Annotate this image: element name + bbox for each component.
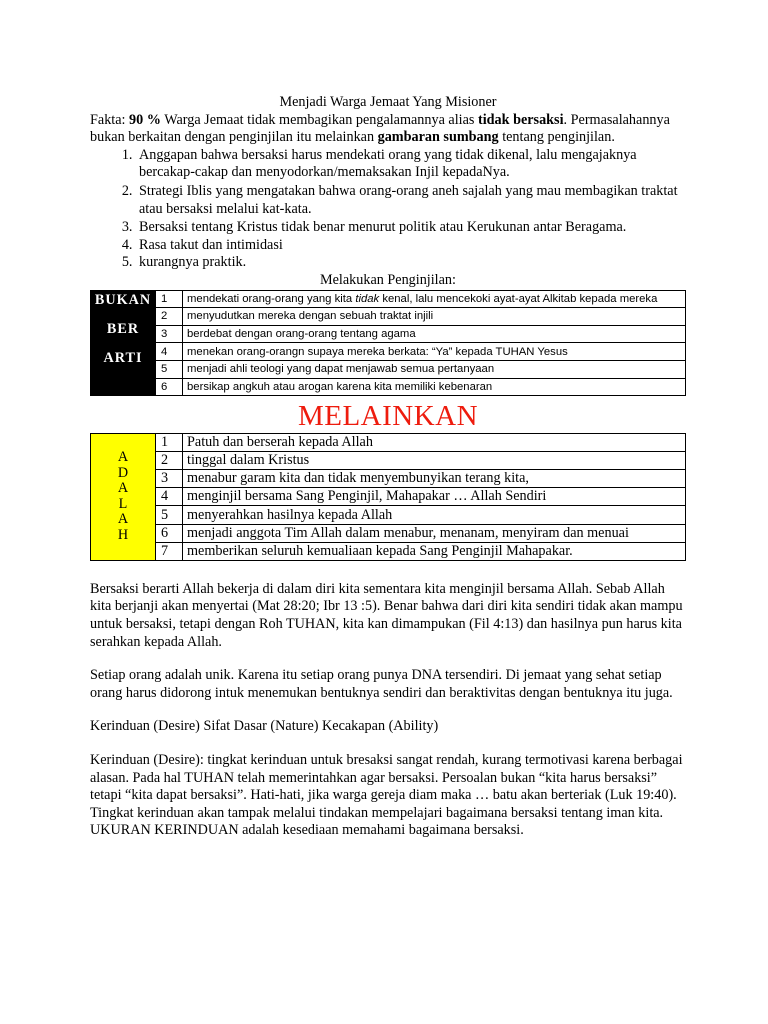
row-text: tinggal dalam Kristus	[183, 452, 686, 470]
fact-item: 4. Rasa takut dan intimidasi	[136, 237, 686, 255]
side-letter: H	[117, 526, 129, 543]
fakta-bold-1: tidak bersaksi	[477, 111, 564, 128]
body-paragraph: Setiap orang adalah unik. Karena itu setiap orang punya DNA tersendiri. Di jemaat yang sehat setiap orang harus didorong intuk menemukan bentuknya sendiri dan beraktivitas dengan bentuknya itu juga.	[90, 667, 673, 701]
fact-item: 3. Bersaksi tentang Kristus tidak benar menurut politik atau Kerukunan antar Beragama.	[136, 219, 686, 237]
side-letter: A	[117, 511, 129, 528]
row-number: 4	[156, 488, 183, 506]
fact-item: 5. kurangnya praktik.	[136, 254, 686, 272]
body-paragraph: Kerinduan (Desire): tingkat kerinduan untuk bresaksi sangat rendah, kurang termotivasi karena berbagai alasan. Pada hal TUHAN telah memerintahkan agar bersaksi. Persoalan bukan “kita harus bersaksi” tetapi “kita dapat bersaksi”. Hati-hati, jika warga gereja diam maka … batu akan berteriak (Luk 19:40). Tingkat kerinduan akan tampak melalui tindakan mempelajari bagaimana bersaksi tentang iman kita. UKURAN KERINDUAN adalah kesediaan memahami bagaimana bersaksi.	[90, 751, 683, 839]
table-row	[91, 360, 686, 378]
row-text	[183, 290, 686, 308]
side-letter: D	[117, 464, 129, 481]
fakta-text-2: . Permasalahannya bukan berkaitan dengan penginjilan itu melainkan	[90, 111, 670, 146]
row-number: 5	[156, 360, 183, 378]
table-row	[91, 308, 686, 326]
adalah-label	[91, 434, 156, 561]
row-number: 2	[156, 452, 183, 470]
side-word: BER	[106, 320, 140, 337]
row-number: 7	[156, 542, 183, 560]
side-letter: A	[117, 449, 129, 466]
row-text: menjadi anggota Tim Allah dalam menabur, menanam, menyiram dan menuai	[183, 524, 686, 542]
row-text: menginjil bersama Sang Penginjil, Mahapakar … Allah Sendiri	[183, 488, 686, 506]
fakta-paragraph	[90, 112, 686, 147]
row-text-emphasis: tidak	[355, 292, 380, 305]
table-row	[91, 325, 686, 343]
row-text: menyudutkan mereka dengan sebuah traktat injili	[183, 308, 686, 326]
side-letter: L	[118, 495, 128, 512]
table-row	[91, 378, 686, 396]
row-text: Patuh dan berserah kepada Allah	[183, 434, 686, 452]
table-row	[91, 524, 686, 542]
row-number: 3	[156, 325, 183, 343]
row-number: 5	[156, 506, 183, 524]
melainkan-heading: MELAINKAN	[297, 400, 479, 433]
melakukan-heading: Melakukan Penginjilan:	[320, 271, 456, 288]
side-word: ARTI	[103, 349, 143, 366]
row-text: berdebat dengan orang-orang tentang agama	[183, 325, 686, 343]
table-row	[91, 434, 686, 452]
row-number: 4	[156, 343, 183, 361]
row-number: 3	[156, 470, 183, 488]
fakta-text-3: tentang penginjilan.	[498, 129, 615, 146]
side-letter: A	[117, 480, 129, 497]
fakta-text-1: Warga Jemaat tidak membagikan pengalamannya alias	[160, 111, 478, 128]
table-row	[91, 470, 686, 488]
fact-item: 1. Anggapan bahwa bersaksi harus mendekati orang yang tidak dikenal, lalu mengajaknya bercakap-cakap dan menyodorkan/memaksakan Injil kepadaNya.	[136, 147, 686, 182]
fakta-percent: 90 %	[129, 111, 161, 128]
table-row	[91, 343, 686, 361]
bukan-berarti-table	[90, 290, 686, 397]
row-text: menyerahkan hasilnya kepada Allah	[183, 506, 686, 524]
row-text: bersikap angkuh atau arogan karena kita memiliki kebenaran	[183, 378, 686, 396]
bukan-berarti-label	[91, 290, 156, 396]
row-text: menabur garam kita dan tidak menyembunyikan terang kita,	[183, 470, 686, 488]
row-text-pre: mendekati orang-orang yang kita	[187, 292, 356, 305]
body-paragraph: Kerinduan (Desire) Sifat Dasar (Nature) Kecakapan (Ability)	[90, 718, 439, 735]
table-row	[91, 290, 686, 308]
fact-item: 2. Strategi Iblis yang mengatakan bahwa orang-orang aneh sajalah yang mau membagikan traktat atau bersaksi melalui kat-kata.	[136, 183, 686, 218]
document-title: Menjadi Warga Jemaat Yang Misioner	[279, 94, 497, 110]
adalah-table	[90, 433, 686, 561]
row-text-post: kenal, lalu mencekoki ayat-ayat Alkitab kepada mereka	[379, 292, 658, 305]
row-text: menekan orang-orangn supaya mereka berkata: “Ya” kepada TUHAN Yesus	[183, 343, 686, 361]
table-row	[91, 506, 686, 524]
row-text: menjadi ahli teologi yang dapat menjawab semua pertanyaan	[183, 360, 686, 378]
document-page	[90, 94, 686, 840]
table-row	[91, 542, 686, 560]
row-number: 6	[156, 378, 183, 396]
side-word: BUKAN	[94, 291, 152, 308]
row-number: 1	[156, 290, 183, 308]
row-number: 6	[156, 524, 183, 542]
body-paragraph: Bersaksi berarti Allah bekerja di dalam diri kita sementara kita menginjil bersama Allah. Sebab Allah kita berjanji akan menyertai (Mat 28:20; Ibr 13 :5). Benar bahwa dari diri kita sendiri tidak akan mampu untuk bersaksi, tetapi dengan Roh TUHAN, kita kan dimampukan (Fil 4:13) dan hasilnya pun harus kita serahkan kepada Allah.	[90, 580, 683, 650]
row-number: 1	[156, 434, 183, 452]
table-row	[91, 452, 686, 470]
facts-list	[90, 147, 686, 272]
fakta-bold-2: gambaran sumbang	[377, 129, 499, 146]
fakta-label: Fakta:	[90, 111, 130, 128]
row-number: 2	[156, 308, 183, 326]
row-text: memberikan seluruh kemualiaan kepada Sang Penginjil Mahapakar.	[183, 542, 686, 560]
table-row	[91, 488, 686, 506]
